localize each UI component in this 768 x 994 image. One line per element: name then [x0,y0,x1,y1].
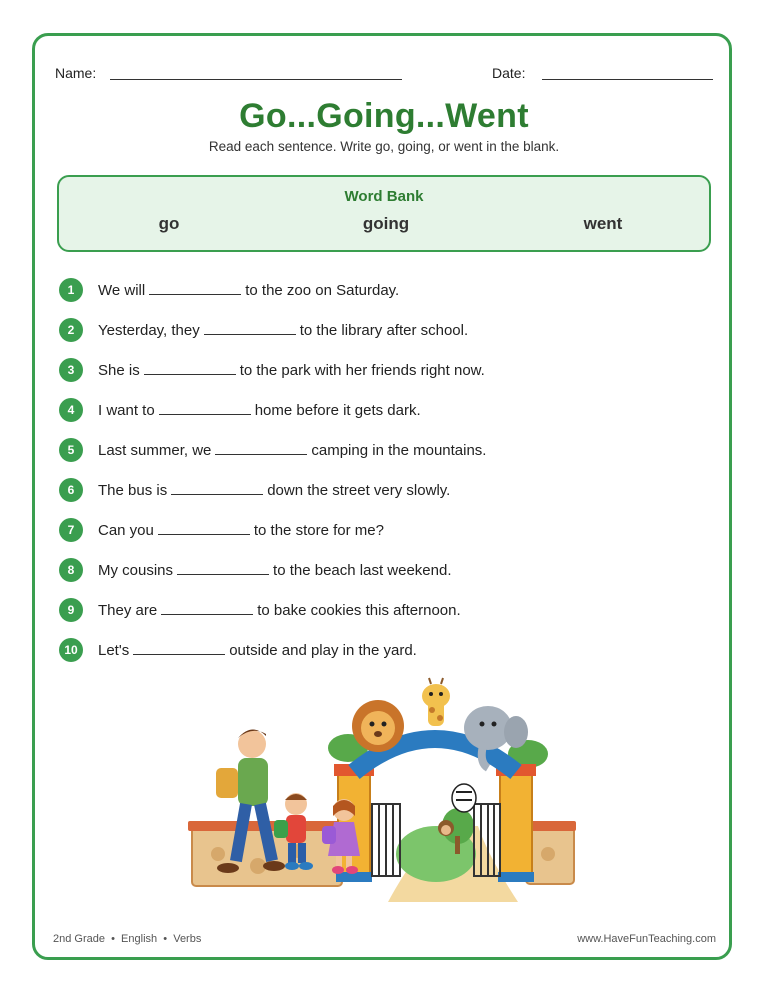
lion-face-shape [361,711,395,745]
answer-blank[interactable] [161,600,253,615]
worksheet-title: Go...Going...Went [239,97,529,135]
answer-blank[interactable] [149,280,241,295]
question-text [98,320,468,339]
question-text-before: I want to [98,402,155,419]
question-text-after: to the park with her friends right now. [239,362,485,379]
answer-blank[interactable] [159,400,251,415]
question-text [98,280,399,299]
answer-blank[interactable] [204,320,296,335]
question-text-after: down the street very slowly. [267,482,451,499]
question-text-after: to the store for me? [253,522,384,539]
question-text-after: to the beach last weekend. [273,562,452,579]
question-text-after: camping in the mountains. [311,442,487,459]
question-text-after: to bake cookies this afternoon. [257,602,461,619]
question-text-before: She is [98,362,140,379]
question-number-badge: 6 [59,478,83,502]
question-text-before: Yesterday, they [98,322,200,339]
question-text-before: Last summer, we [98,442,212,459]
question-text [98,640,417,659]
giraffe-head-shape [422,684,450,708]
question-number-badge: 4 [59,398,83,422]
question-text-before: Let's [98,642,130,659]
worksheet-instructions: Read each sentence. Write go, going, or went in the blank. [208,139,560,154]
question-text [98,440,486,459]
name-label: Name: [55,65,97,81]
question-text-before: Can you [98,522,154,539]
question-number-badge: 5 [59,438,83,462]
question-text [98,560,452,579]
answer-blank[interactable] [144,360,236,375]
footer-website: www.HaveFunTeaching.com [577,933,716,945]
answer-blank[interactable] [133,640,225,655]
question-text-before: We will [98,282,146,299]
question-number-badge: 9 [59,598,83,622]
zebra-head-shape [452,784,476,812]
word-bank-word: go [158,214,180,233]
right-pillar-shape [500,768,532,878]
question-text [98,400,421,419]
question-text-after: outside and play in the yard. [229,642,417,659]
question-number-badge: 3 [59,358,83,382]
question-number-badge: 7 [59,518,83,542]
answer-blank[interactable] [177,560,269,575]
word-bank-title: Word Bank [344,188,424,205]
answer-blank[interactable] [158,520,250,535]
question-text-after: to the library after school. [299,322,469,339]
date-label: Date: [492,65,526,81]
word-bank-word: going [362,214,410,233]
question-text [98,480,450,499]
name-field[interactable] [110,79,402,80]
question-text-before: The bus is [98,482,168,499]
date-field[interactable] [542,79,713,80]
footer-subject-tags: 2nd Grade • English • Verbs [53,933,202,945]
question-text-after: to the zoo on Saturday. [245,282,400,299]
zoo-entrance-family-illustration [188,676,580,908]
question-text-before: They are [98,602,158,619]
word-bank-word: went [583,214,623,233]
question-text [98,520,384,539]
tree-trunk-shape [455,836,460,854]
word-bank [57,175,711,252]
answer-blank[interactable] [171,480,263,495]
question-number-badge: 1 [59,278,83,302]
question-text-before: My cousins [98,562,174,579]
question-number-badge: 2 [59,318,83,342]
question-text [98,600,461,619]
question-number-badge: 10 [59,638,83,662]
question-text [98,360,485,379]
answer-blank[interactable] [215,440,307,455]
question-text-after: home before it gets dark. [254,402,421,419]
question-number-badge: 8 [59,558,83,582]
